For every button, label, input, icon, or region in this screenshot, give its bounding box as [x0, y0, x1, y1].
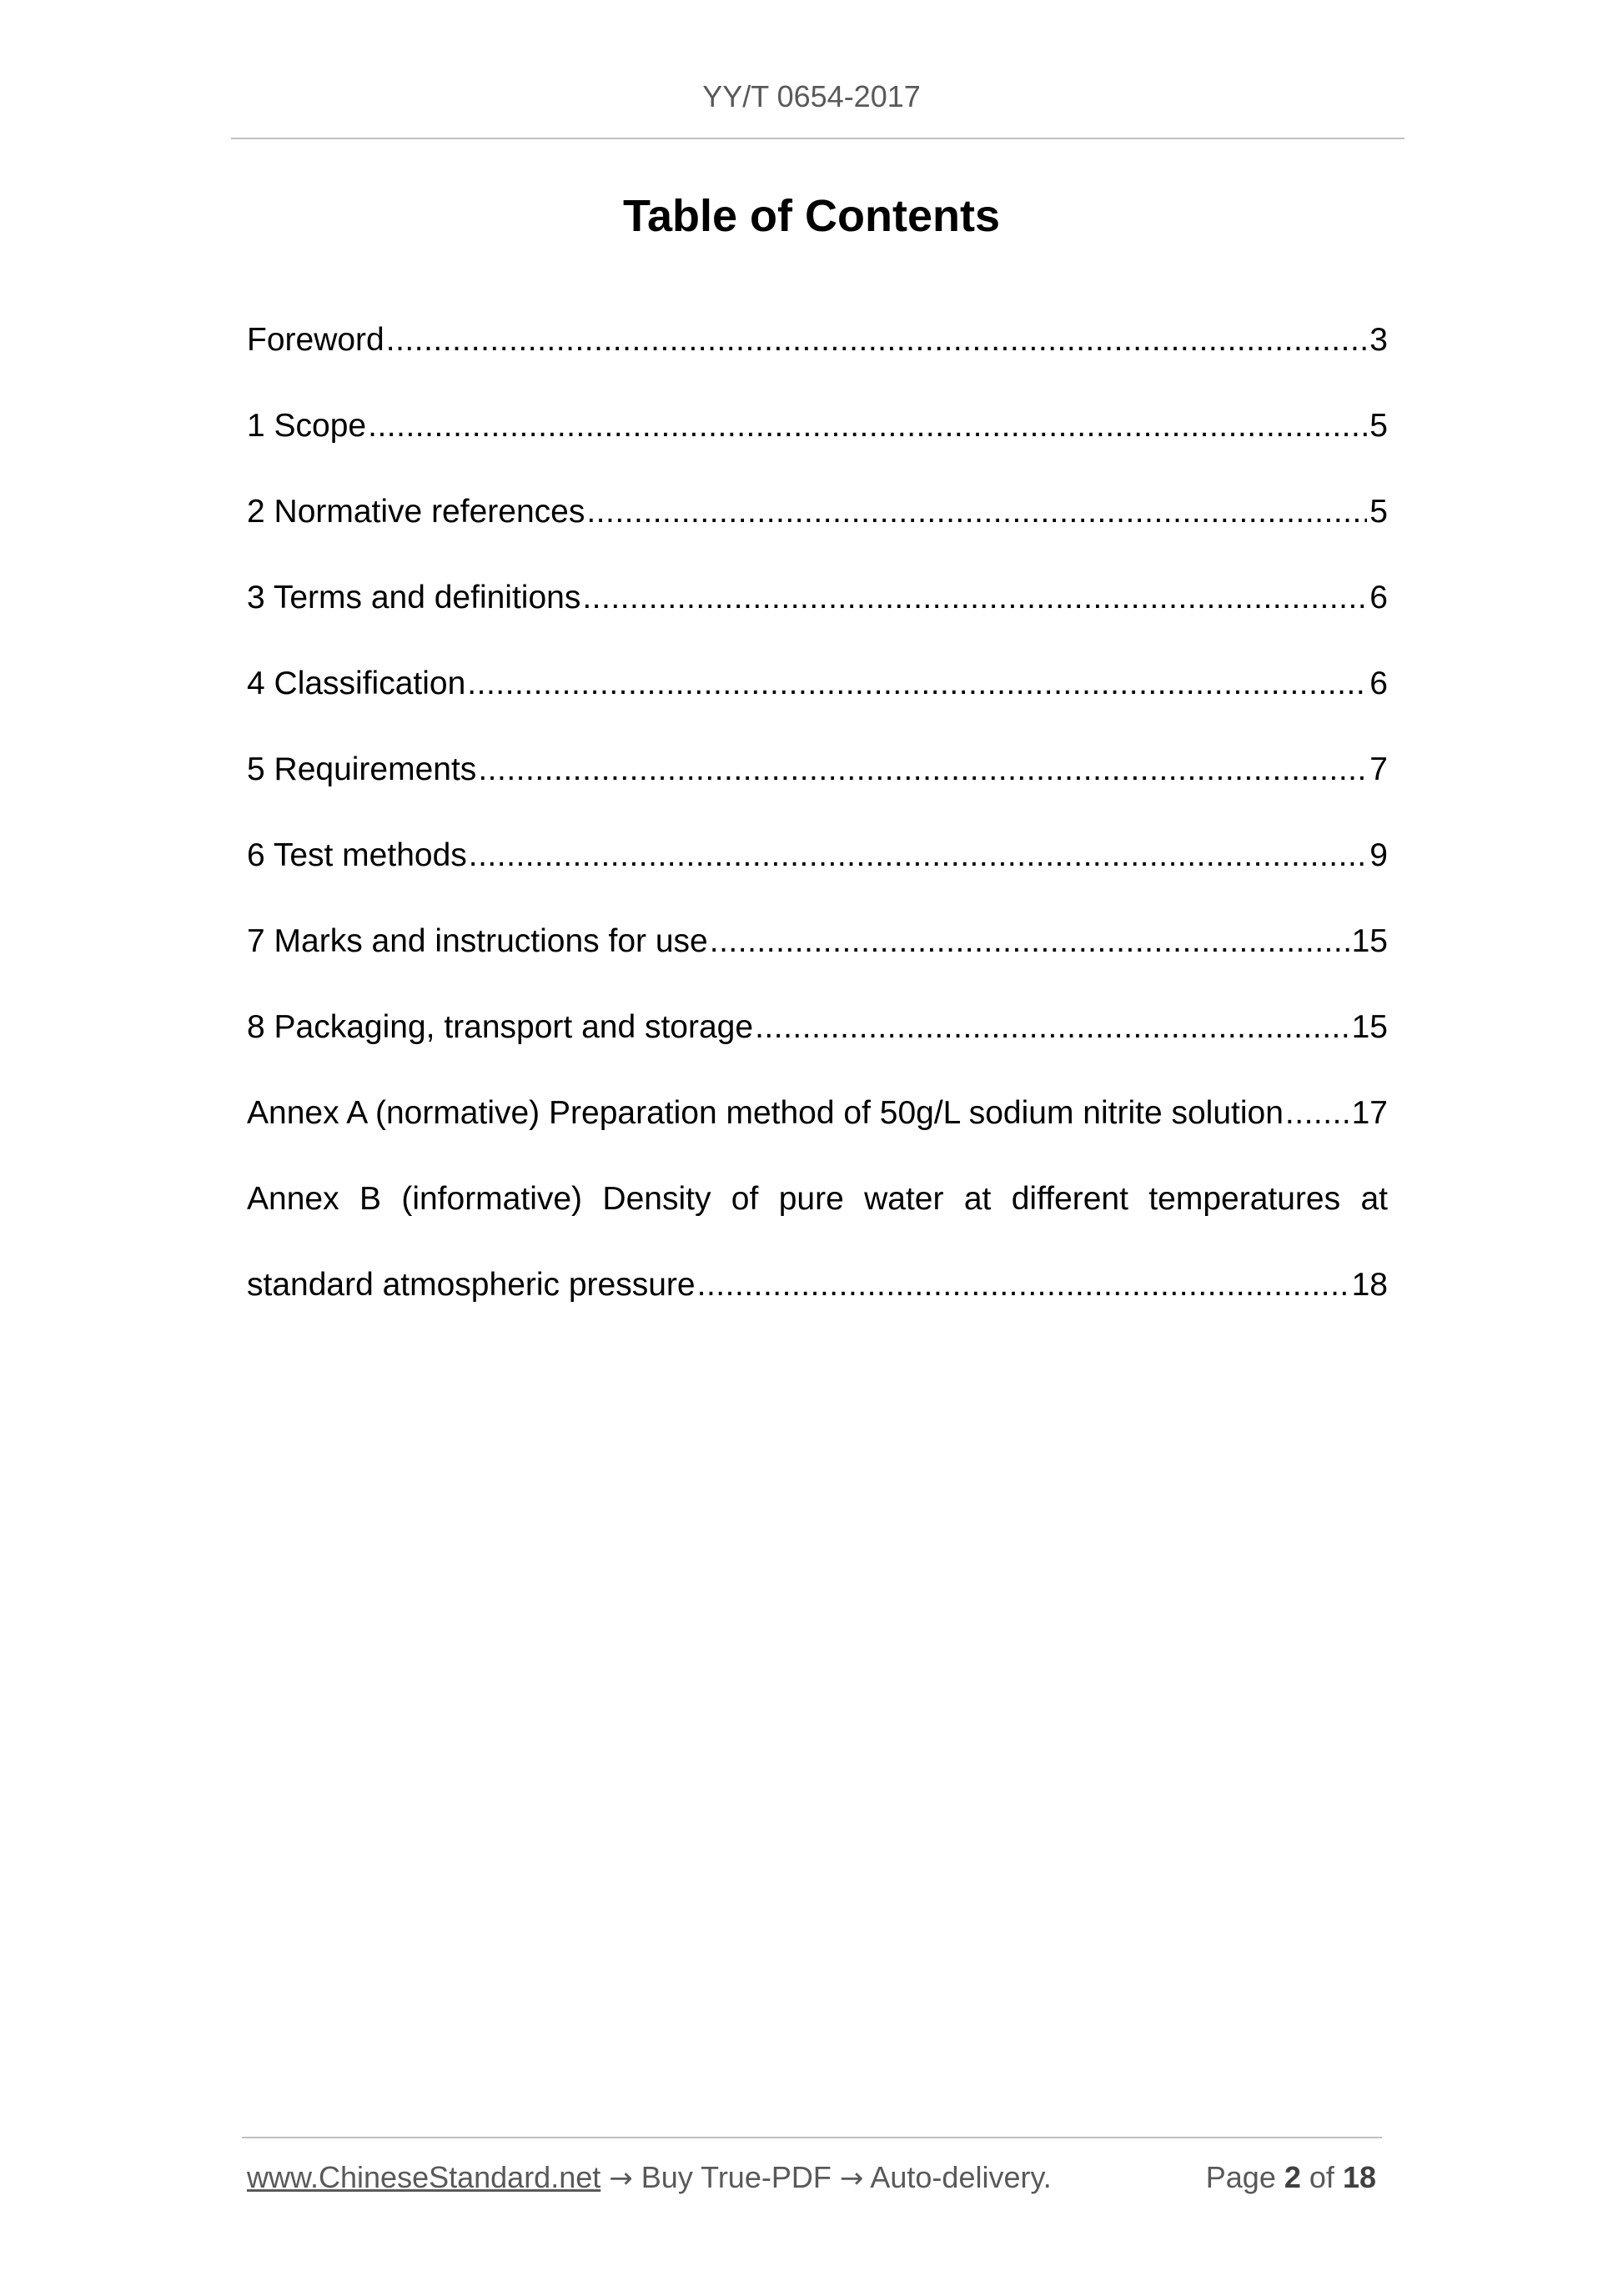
toc-entry-label: 7 Marks and instructions for use: [247, 923, 708, 959]
toc-entry-label: standard atmospheric pressure: [247, 1267, 696, 1303]
toc-entry-page: 6: [1369, 580, 1388, 615]
dot-leader: [755, 1009, 1349, 1046]
toc-entry-normative-references[interactable]: [247, 494, 1388, 580]
toc-entry-page: 6: [1369, 666, 1388, 701]
document-id-header: YY/T 0654-2017: [702, 79, 921, 113]
dot-leader: [586, 494, 1367, 530]
page-footer: [247, 2160, 1383, 2195]
toc-entry-terms-and-definitions[interactable]: [247, 580, 1388, 666]
toc-entry-label: 4 Classification: [247, 666, 466, 701]
page-word: Page: [1205, 2160, 1276, 2194]
arrow-right-icon: →: [839, 2162, 864, 2195]
dot-leader: [1285, 1095, 1349, 1132]
dot-leader: [697, 1267, 1349, 1304]
toc-entry-label: 6 Test methods: [247, 837, 467, 873]
arrow-right-icon: →: [609, 2162, 633, 2195]
toc-entry-page: 5: [1369, 408, 1388, 444]
footer-divider: [242, 2137, 1382, 2138]
dot-leader: [710, 923, 1349, 960]
table-of-contents: [247, 322, 1388, 1353]
toc-entry-annex-a[interactable]: [247, 1095, 1388, 1181]
toc-entry-label: Foreword: [247, 322, 384, 358]
of-word: of: [1309, 2160, 1334, 2194]
toc-entry-label: 5 Requirements: [247, 751, 477, 787]
dot-leader: [469, 837, 1368, 874]
current-page: 2: [1284, 2160, 1301, 2194]
toc-entry-marks-and-instructions[interactable]: [247, 923, 1388, 1009]
dot-leader: [478, 751, 1367, 788]
toc-entry-page: 17: [1351, 1095, 1388, 1131]
dot-leader: [467, 666, 1367, 702]
page-number: [1206, 2160, 1376, 2195]
toc-entry-annex-b-line2[interactable]: [247, 1267, 1388, 1353]
page-title: Table of Contents: [623, 191, 1000, 241]
header-divider: [231, 138, 1404, 139]
toc-entry-packaging-transport-storage[interactable]: [247, 1009, 1388, 1095]
toc-entry-foreword[interactable]: [247, 322, 1388, 408]
toc-entry-page: 9: [1369, 837, 1388, 873]
toc-entry-requirements[interactable]: [247, 751, 1388, 837]
toc-entry-label: 1 Scope: [247, 408, 367, 444]
toc-entry-label: Annex B (informative) Density of pure water at different temperatures at: [247, 1181, 1388, 1217]
dot-leader: [582, 580, 1367, 616]
dot-leader: [386, 322, 1368, 359]
toc-entry-annex-b-line1[interactable]: [247, 1181, 1388, 1267]
dot-leader: [368, 408, 1367, 445]
toc-entry-test-methods[interactable]: [247, 837, 1388, 923]
toc-entry-scope[interactable]: [247, 408, 1388, 494]
toc-entry-page: 15: [1351, 923, 1388, 959]
toc-entry-page: 15: [1351, 1009, 1388, 1045]
toc-entry-label: Annex A (normative) Preparation method of 50g/L sodium nitrite solution: [247, 1095, 1284, 1131]
toc-entry-label: 2 Normative references: [247, 494, 585, 530]
toc-entry-page: 3: [1369, 322, 1388, 358]
toc-entry-classification[interactable]: [247, 666, 1388, 751]
toc-entry-label: 8 Packaging, transport and storage: [247, 1009, 754, 1045]
total-pages: 18: [1342, 2160, 1376, 2194]
buy-text: Buy True-PDF: [641, 2160, 832, 2194]
delivery-text: Auto-delivery.: [870, 2160, 1052, 2194]
toc-entry-page: 7: [1369, 751, 1388, 787]
toc-entry-page: 5: [1369, 494, 1388, 530]
toc-entry-page: 18: [1351, 1267, 1388, 1303]
toc-entry-label: 3 Terms and definitions: [247, 580, 581, 615]
website-link[interactable]: www.ChineseStandard.net: [247, 2160, 601, 2194]
